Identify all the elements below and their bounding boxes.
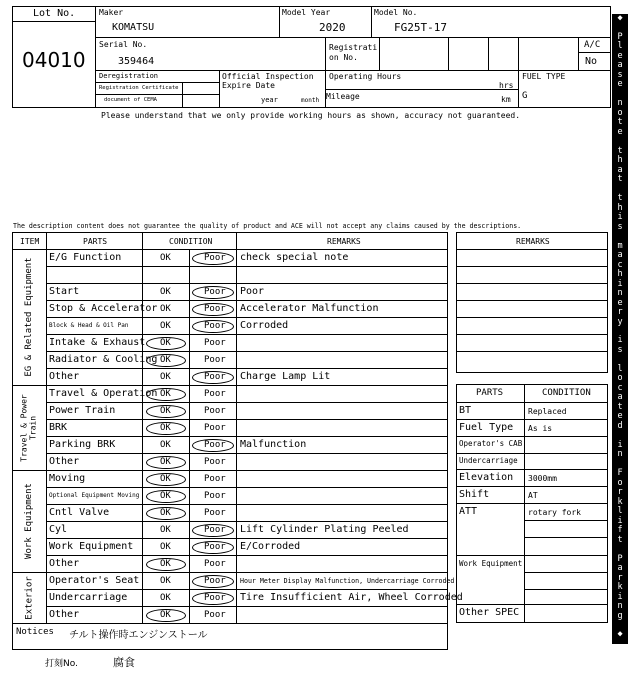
spec-part: Undercarriage xyxy=(459,456,518,465)
ok-option: OK xyxy=(160,457,171,467)
side-note-bar xyxy=(612,14,628,644)
header-parts: PARTS xyxy=(83,237,108,246)
section-label: Work Equipment xyxy=(24,483,34,559)
ok-option: OK xyxy=(160,542,171,552)
ok-option: OK xyxy=(160,253,171,263)
part-name: Block & Head & Oil Pan xyxy=(49,322,129,329)
part-name: Travel & Operation xyxy=(49,388,158,399)
ok-option: OK xyxy=(160,304,171,314)
poor-option: Poor xyxy=(204,287,226,297)
part-name: Parking BRK xyxy=(49,439,116,450)
ok-option: OK xyxy=(160,491,171,501)
ok-circle xyxy=(146,422,186,435)
spec-part: Fuel Type xyxy=(459,422,514,433)
hours-label: Operating Hours xyxy=(329,72,402,81)
section-label: EG & Related Equipment xyxy=(24,257,34,377)
poor-option: Poor xyxy=(204,372,226,382)
poor-option: Poor xyxy=(204,321,226,331)
poor-option: Poor xyxy=(204,576,226,586)
poor-option: Poor xyxy=(204,508,226,518)
remark-text: Accelerator Malfunction xyxy=(240,303,379,314)
side-note: ◆ P l e a s e n o t e t h a t t h i s m a c h i n e r y i s l o c a t e d i n F o r k l i f t P a r k i n g ◆ xyxy=(617,13,623,640)
mileage-label: Mileage xyxy=(326,92,360,101)
spec-condition: 3000mm xyxy=(528,474,557,483)
poor-circle xyxy=(192,320,234,333)
poor-option: Poor xyxy=(204,525,226,535)
part-name: Intake & Exhaust xyxy=(49,337,146,348)
ok-option: OK xyxy=(160,474,171,484)
poor-circle xyxy=(192,371,234,384)
maker-label: Maker xyxy=(99,8,124,17)
part-name: Power Train xyxy=(49,405,116,416)
poor-option: Poor xyxy=(204,406,226,416)
part-name: Other xyxy=(49,609,80,620)
spec-condition-header: CONDITION xyxy=(542,388,591,398)
ok-option: OK xyxy=(160,406,171,416)
poor-circle xyxy=(192,524,234,537)
month-unit: month xyxy=(301,97,320,104)
poor-option: Poor xyxy=(204,338,226,348)
inspection-label: Official Inspection Expire Date xyxy=(222,72,314,90)
header-remarks: REMARKS xyxy=(327,237,361,246)
poor-circle xyxy=(192,303,234,316)
part-name: Stop & Accelerator xyxy=(49,303,158,314)
hours-note: Please understand that we only provide working hours as shown, accuracy not guaranteed. xyxy=(101,111,521,120)
ok-circle xyxy=(146,354,186,367)
stamp-value: 腐食 xyxy=(113,656,135,669)
part-name: Other xyxy=(49,558,80,569)
stamp-label: 打刻No. xyxy=(45,659,78,669)
poor-circle xyxy=(192,252,234,265)
spec-part: Elevation xyxy=(459,472,514,483)
remark-text: Corroded xyxy=(240,320,289,331)
remark-text: Charge Lamp Lit xyxy=(240,371,331,382)
spec-condition: AT xyxy=(528,491,538,500)
header-condition: CONDITION xyxy=(169,237,213,246)
lot-label: Lot No. xyxy=(33,8,76,19)
remark-text: Poor xyxy=(240,286,265,297)
ok-option: OK xyxy=(160,559,171,569)
km-unit: km xyxy=(501,95,511,104)
poor-option: Poor xyxy=(204,474,226,484)
spec-part: Operator's CAB xyxy=(459,439,523,448)
part-name: Cntl Valve xyxy=(49,507,110,518)
year-unit: year xyxy=(261,96,278,104)
model-no-value: FG25T-17 xyxy=(394,21,447,34)
poor-option: Poor xyxy=(204,559,226,569)
section-label: Travel & Power Train xyxy=(19,393,37,462)
spec-part: Work Equipment xyxy=(459,559,523,568)
notices-value: チルト操作時エンジンストール xyxy=(69,630,208,641)
remark-text: check special note xyxy=(240,252,349,263)
deregistration-label: Deregistration xyxy=(99,72,159,80)
ok-circle xyxy=(146,609,186,622)
spec-part: Other SPEC xyxy=(459,607,520,618)
ok-option: OK xyxy=(160,321,171,331)
remark-text: Hour Meter Display Malfunction, Undercarriage Corroded xyxy=(240,577,455,585)
ok-circle xyxy=(146,473,186,486)
cema-label: document of CEMA xyxy=(104,97,157,103)
part-name: Radiator & Cooling xyxy=(49,354,158,365)
section-label: Exterior xyxy=(24,575,34,620)
remark-text: Malfunction xyxy=(240,439,307,450)
part-name: Cyl xyxy=(49,524,68,535)
ok-option: OK xyxy=(160,610,171,620)
ok-option: OK xyxy=(160,593,171,603)
model-year-label: Model Year xyxy=(282,8,331,17)
hrs-unit: hrs xyxy=(499,81,514,90)
spec-part: ATT xyxy=(459,506,478,517)
poor-option: Poor xyxy=(204,355,226,365)
serial-value: 359464 xyxy=(118,56,155,67)
ok-circle xyxy=(146,558,186,571)
model-no-label: Model No. xyxy=(374,8,418,17)
model-year-value: 2020 xyxy=(319,21,346,34)
ok-option: OK xyxy=(160,355,171,365)
poor-option: Poor xyxy=(204,593,226,603)
spec-part: Shift xyxy=(459,489,490,500)
poor-option: Poor xyxy=(204,304,226,314)
poor-circle xyxy=(192,575,234,588)
spec-parts-header: PARTS xyxy=(476,388,504,398)
reg-cert-label: Registration Certificate xyxy=(99,85,179,91)
ok-circle xyxy=(146,337,186,350)
registration-label: Registrati on No. xyxy=(329,43,378,62)
poor-circle xyxy=(192,439,234,452)
ok-option: OK xyxy=(160,508,171,518)
poor-option: Poor xyxy=(204,542,226,552)
poor-circle xyxy=(192,592,234,605)
ok-circle xyxy=(146,456,186,469)
remark-text: Tire Insufficient Air, Wheel Corroded xyxy=(240,592,463,603)
part-name: Undercarriage xyxy=(49,592,128,603)
spec-condition: Replaced xyxy=(528,407,567,416)
ok-circle xyxy=(146,507,186,520)
maker-value: KOMATSU xyxy=(112,22,155,33)
spec-part: BT xyxy=(459,405,472,416)
ac-value: No xyxy=(585,56,598,67)
poor-circle xyxy=(192,286,234,299)
part-name: Other xyxy=(49,371,80,382)
disclaimer: The description content does not guarantee the quality of product and ACE will not accept any claims caused by the descriptions. xyxy=(13,222,522,230)
spec-condition: rotary fork xyxy=(528,508,581,517)
poor-circle xyxy=(192,541,234,554)
part-name: Moving xyxy=(49,473,86,484)
header-item: ITEM xyxy=(20,237,40,246)
poor-option: Poor xyxy=(204,389,226,399)
ok-circle xyxy=(146,388,186,401)
ok-option: OK xyxy=(160,287,171,297)
ok-option: OK xyxy=(160,338,171,348)
poor-option: Poor xyxy=(204,610,226,620)
notices-label: Notices xyxy=(16,627,54,637)
poor-option: Poor xyxy=(204,491,226,501)
remark-text: Lift Cylinder Plating Peeled xyxy=(240,524,409,535)
poor-option: Poor xyxy=(204,457,226,467)
part-name: Start xyxy=(49,286,80,297)
right-remarks-header: REMARKS xyxy=(516,237,550,246)
ok-option: OK xyxy=(160,576,171,586)
spec-condition: As is xyxy=(528,424,553,433)
serial-label: Serial No. xyxy=(99,40,148,49)
part-name: E/G Function xyxy=(49,252,122,263)
poor-option: Poor xyxy=(204,440,226,450)
poor-option: Poor xyxy=(204,423,226,433)
part-name: BRK xyxy=(49,422,68,433)
lot-number: 04010 xyxy=(22,48,86,72)
fuel-type-label: FUEL TYPE xyxy=(522,72,566,81)
remark-text: E/Corroded xyxy=(240,541,301,552)
ac-label: A/C xyxy=(584,40,601,50)
ok-circle xyxy=(146,405,186,418)
poor-option: Poor xyxy=(204,253,226,263)
part-name: Operator's Seat xyxy=(49,575,140,586)
ok-option: OK xyxy=(160,389,171,399)
ok-option: OK xyxy=(160,525,171,535)
ok-circle xyxy=(146,490,186,503)
part-name: Optional Equipment Moving xyxy=(49,492,140,499)
part-name: Work Equipment xyxy=(49,541,134,552)
ok-option: OK xyxy=(160,423,171,433)
fuel-type-value: G xyxy=(522,91,528,101)
part-name: Other xyxy=(49,456,80,467)
ok-option: OK xyxy=(160,372,171,382)
ok-option: OK xyxy=(160,440,171,450)
